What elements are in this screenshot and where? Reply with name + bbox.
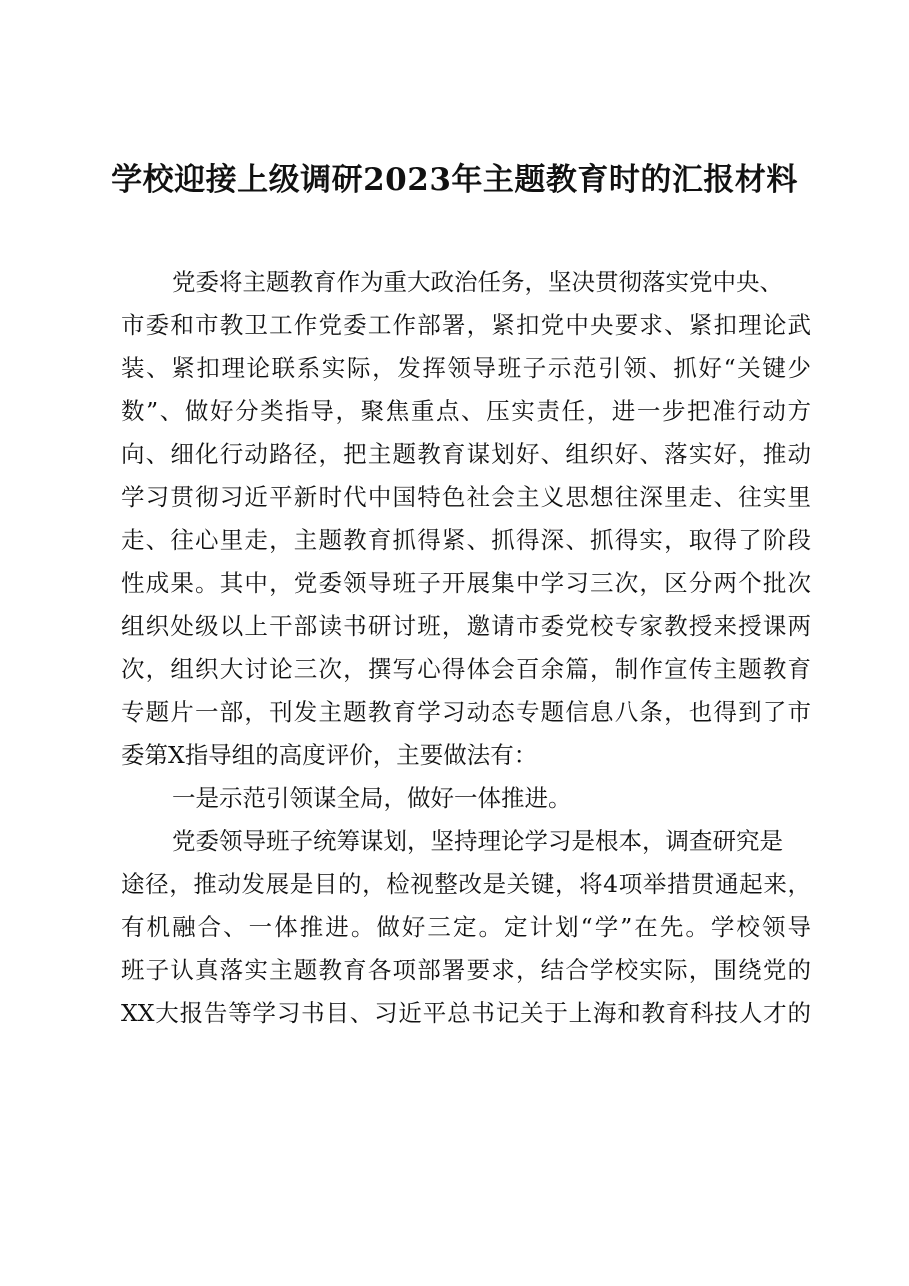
body-line-15: 途径，推动发展是目的，检视整改是关键，将4项举措贯通起来， bbox=[121, 870, 811, 898]
body-line-5: 向、细化行动路径，把主题教育谋划好、组织好、落实好，推动 bbox=[121, 440, 811, 468]
body-line-9: 组织处级以上干部读书研讨班，邀请市委党校专家教授来授课两 bbox=[121, 612, 811, 640]
body-line-10: 次，组织大讨论三次，撰写心得体会百余篇，制作宣传主题教育 bbox=[121, 655, 811, 683]
body-line-4: 数”、做好分类指导，聚焦重点、压实责任，进一步把准行动方 bbox=[121, 397, 811, 425]
body-line-11: 专题片一部，刊发主题教育学习动态专题信息八条，也得到了市 bbox=[121, 698, 811, 726]
body-line-2: 市委和市教卫工作党委工作部署，紧扣党中央要求、紧扣理论武 bbox=[121, 311, 811, 339]
body-line-18: XX大报告等学习书目、习近平总书记关于上海和教育科技人才的 bbox=[121, 999, 811, 1027]
body-line-16: 有机融合、一体推进。做好三定。定计划“学”在先。学校领导 bbox=[121, 913, 811, 941]
section-heading: 一是示范引领谋全局，做好一体推进。 bbox=[172, 784, 572, 812]
body-line-3: 装、紧扣理论联系实际，发挥领导班子示范引领、抓好“关键少 bbox=[121, 354, 811, 382]
body-line-7: 走、往心里走，主题教育抓得紧、抓得深、抓得实，取得了阶段 bbox=[121, 526, 811, 554]
body-line-6: 学习贯彻习近平新时代中国特色社会主义思想往深里走、往实里 bbox=[121, 483, 811, 511]
body-line-12: 委第X指导组的高度评价，主要做法有： bbox=[121, 741, 538, 769]
body-line-17: 班子认真落实主题教育各项部署要求，结合学校实际，围绕党的 bbox=[121, 956, 811, 984]
document-title: 学校迎接上级调研2023年主题教育时的汇报材料 bbox=[111, 162, 798, 198]
body-line-14: 党委领导班子统筹谋划，坚持理论学习是根本，调查研究是 bbox=[172, 827, 783, 855]
body-line-8: 性成果。其中，党委领导班子开展集中学习三次，区分两个批次 bbox=[121, 569, 811, 597]
document-body bbox=[121, 261, 811, 1035]
body-line-1: 党委将主题教育作为重大政治任务，坚决贯彻落实党中央、 bbox=[172, 268, 783, 296]
